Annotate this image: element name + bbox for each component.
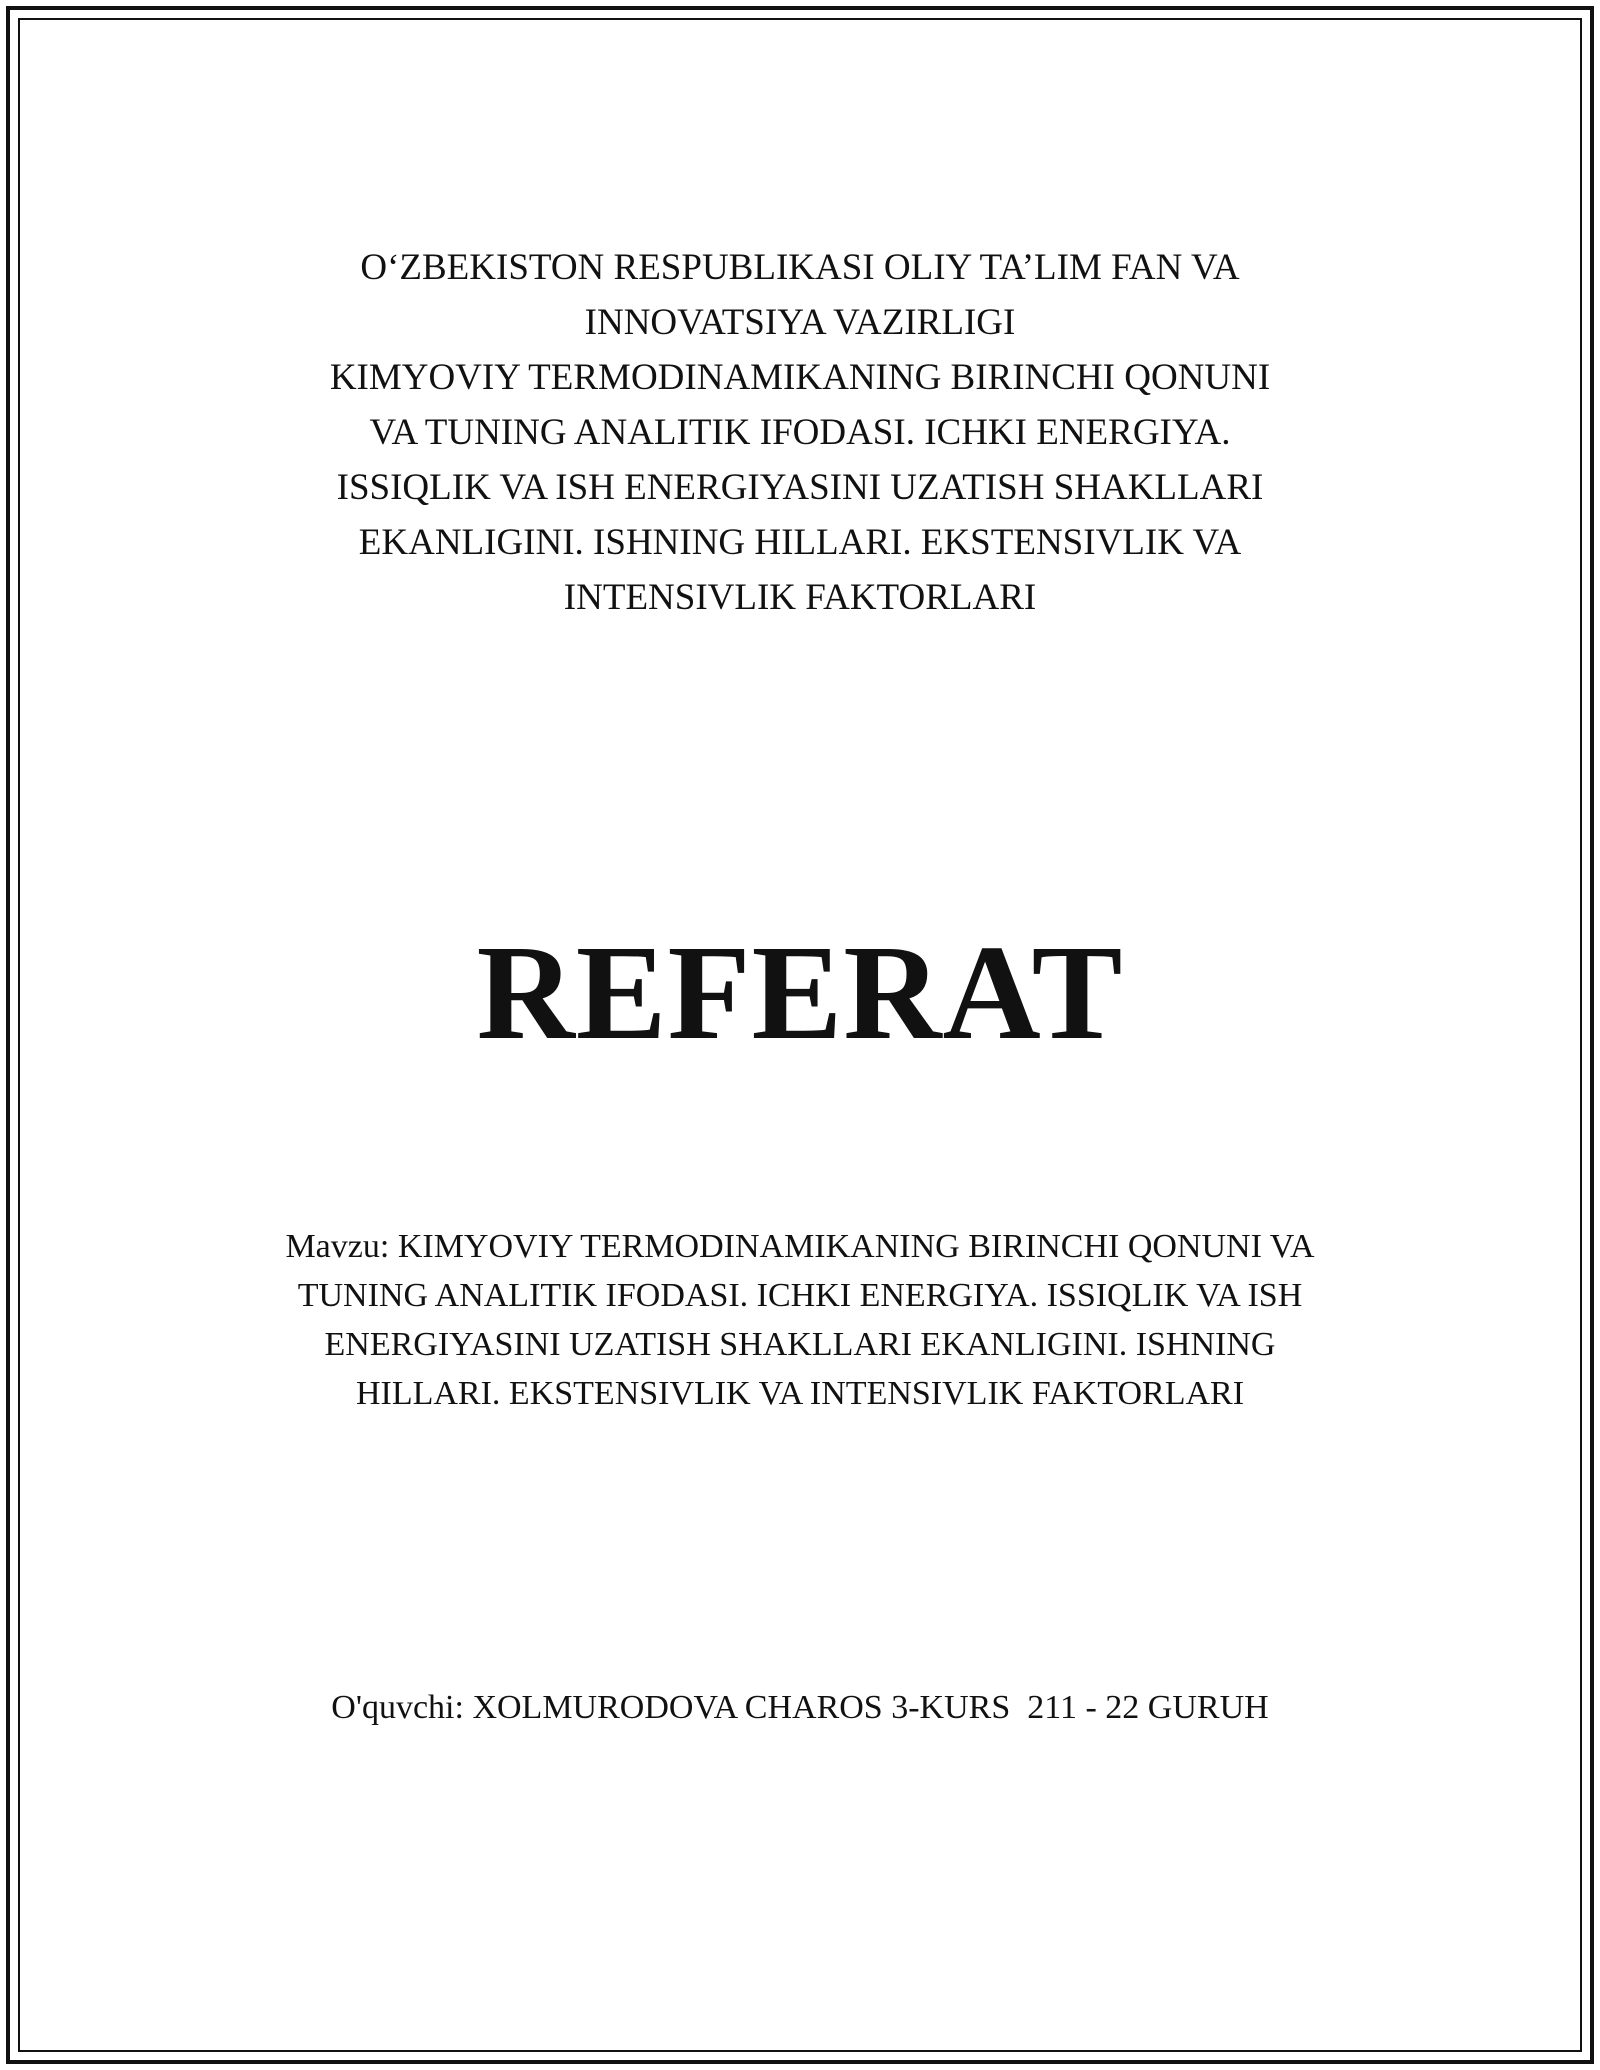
topic-section (0, 1222, 1600, 1418)
topic-line: TUNING ANALITIK IFODASI. ICHKI ENERGIYA. ISSIQLIK VA ISH (297, 1277, 1303, 1314)
header-line: EKANLIGINI. ISHNING HILLARI. EKSTENSIVLIK VA (358, 522, 1242, 563)
header-line: INTENSIVLIK FAKTORLARI (563, 577, 1037, 618)
document-header (0, 240, 1600, 625)
header-line: ISSIQLIK VA ISH ENERGIYASINI UZATISH SHAKLLARI (336, 467, 1264, 508)
topic-line: HILLARI. EKSTENSIVLIK VA INTENSIVLIK FAKTORLARI (355, 1375, 1245, 1412)
header-line: KIMYOVIY TERMODINAMIKANING BIRINCHI QONUNI (329, 357, 1271, 398)
topic-line: ENERGIYASINI UZATISH SHAKLLARI EKANLIGINI. ISHNING (324, 1326, 1276, 1363)
header-line: INNOVATSIYA VAZIRLIGI (584, 302, 1016, 343)
document-title: REFERAT (476, 918, 1124, 1068)
topic-line: Mavzu: KIMYOVIY TERMODINAMIKANING BIRINCHI QONUNI VA (285, 1228, 1315, 1265)
header-line: VA TUNING ANALITIK IFODASI. ICHKI ENERGIYA. (369, 412, 1231, 453)
student-info: O'quvchi: XOLMURODOVA CHAROS 3-KURS 211 - 22 GURUH (331, 1689, 1269, 1726)
header-line: O‘ZBEKISTON RESPUBLIKASI OLIY TA’LIM FAN VA (360, 247, 1240, 288)
